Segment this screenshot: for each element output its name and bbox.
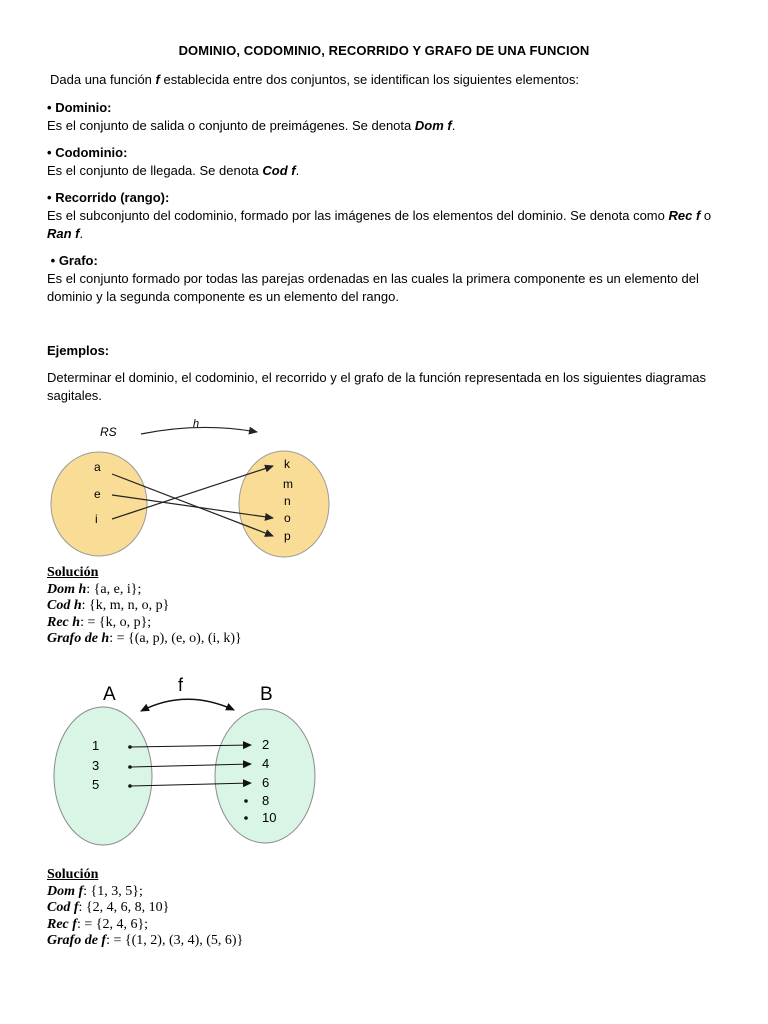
definition-term: Recorrido (rango): <box>55 190 170 205</box>
bullet: • <box>47 145 52 160</box>
definition-term: Dominio: <box>55 100 112 115</box>
solution-line <box>47 631 447 648</box>
solution-heading: Solución <box>47 867 99 882</box>
solution-label: Cod h <box>47 598 82 613</box>
examples-heading: Ejemplos: <box>47 343 110 358</box>
solution-value: : = {(1, 2), (3, 4), (5, 6)} <box>106 933 244 948</box>
solution-value: : = {(a, p), (e, o), (i, k)} <box>109 631 242 646</box>
definition-notation-2: Ran f <box>47 226 80 241</box>
solution-label: Cod f <box>47 900 79 915</box>
solution-f <box>47 867 447 950</box>
definition-middle: o <box>700 208 712 223</box>
set-a-ellipse <box>54 707 152 845</box>
solution-h <box>47 565 447 648</box>
codomain-element-o: o <box>284 511 291 525</box>
definition-end: . <box>295 163 300 178</box>
definition-text: Es el conjunto de salida o conjunto de preimágenes. Se denota <box>47 118 415 133</box>
solution-line <box>47 884 447 901</box>
definition-grafo <box>47 252 717 306</box>
solution-value: : {2, 4, 6, 8, 10} <box>78 900 170 915</box>
solution-value: : {k, m, n, o, p} <box>81 598 170 613</box>
solution-line <box>47 917 447 934</box>
domain-element-5: 5 <box>92 777 100 792</box>
sagittal-diagram-h <box>45 412 335 562</box>
page-title: DOMINIO, CODOMINIO, RECORRIDO Y GRAFO DE UNA FUNCION <box>178 43 590 58</box>
definition-notation: Rec f <box>668 208 701 223</box>
bullet: • <box>47 100 52 115</box>
solution-value: : {a, e, i}; <box>86 581 142 597</box>
codomain-element-p: p <box>284 529 291 543</box>
solution-line <box>47 582 447 599</box>
set-label-rs: RS <box>100 425 117 439</box>
set-label-b: B <box>260 684 273 705</box>
definition-recorrido <box>47 189 717 243</box>
codomain-point-8 <box>244 799 248 803</box>
codomain-element-m: m <box>283 477 293 491</box>
codomain-element-6: 6 <box>262 775 270 790</box>
domain-element-a: a <box>94 460 101 474</box>
definition-end: . <box>79 226 84 241</box>
solution-line <box>47 598 447 615</box>
solution-line <box>47 933 447 950</box>
definition-dominio <box>47 99 717 135</box>
solution-value: : {1, 3, 5}; <box>83 883 143 899</box>
bullet: • <box>47 190 52 205</box>
solution-label: Rec f <box>47 916 77 932</box>
solution-value: : = {2, 4, 6}; <box>76 916 149 932</box>
intro-after: establecida entre dos conjuntos, se identifican los siguientes elementos: <box>159 72 580 87</box>
codomain-element-n: n <box>284 494 291 508</box>
domain-element-1: 1 <box>92 738 100 753</box>
codomain-element-k: k <box>284 457 290 471</box>
solution-label: Dom f <box>47 883 84 899</box>
bullet: • <box>50 253 56 268</box>
definition-term: Grafo: <box>58 253 98 268</box>
definition-notation: Cod f <box>262 163 296 178</box>
definition-text: Es el subconjunto del codominio, formado por las imágenes de los elementos del dominio. Se denota como <box>47 208 669 223</box>
solution-heading: Solución <box>47 565 99 580</box>
solution-line <box>47 900 447 917</box>
solution-line <box>47 615 447 632</box>
examples-instruction: Determinar el dominio, el codominio, el recorrido y el grafo de la función representada en los siguientes diagramas sagitales. <box>47 370 707 403</box>
definition-term: Codominio: <box>55 145 128 160</box>
definition-text: Es el conjunto formado por todas las parejas ordenadas en las cuales la primera componente es un elemento del dominio y la segunda componente es un elemento del rango. <box>47 271 699 304</box>
definition-text: Es el conjunto de llegada. Se denota <box>47 163 263 178</box>
definition-end: . <box>451 118 456 133</box>
solution-label: Grafo de h <box>47 631 110 646</box>
intro-f: f <box>155 72 160 87</box>
function-arrow-f <box>141 699 234 711</box>
solution-value: : = {k, o, p}; <box>80 614 152 630</box>
set-label-a: A <box>103 684 116 705</box>
codomain-point-10 <box>244 816 248 820</box>
function-label-f: f <box>178 675 184 695</box>
codomain-element-4: 4 <box>262 756 270 771</box>
intro-paragraph <box>50 71 720 89</box>
codomain-element-2: 2 <box>262 737 270 752</box>
intro-before: Dada una función <box>50 72 156 87</box>
domain-element-i: i <box>95 512 98 526</box>
sagittal-diagram-f <box>45 670 330 848</box>
codomain-element-10: 10 <box>262 810 277 825</box>
domain-element-e: e <box>94 487 101 501</box>
solution-label: Rec h <box>47 614 81 630</box>
function-label-h: h <box>193 418 200 430</box>
codomain-element-8: 8 <box>262 793 270 808</box>
definition-notation: Dom f <box>414 118 452 133</box>
solution-label: Dom h <box>47 581 87 597</box>
domain-element-3: 3 <box>92 758 100 773</box>
definition-codominio <box>47 144 717 180</box>
solution-label: Grafo de f <box>47 933 107 948</box>
